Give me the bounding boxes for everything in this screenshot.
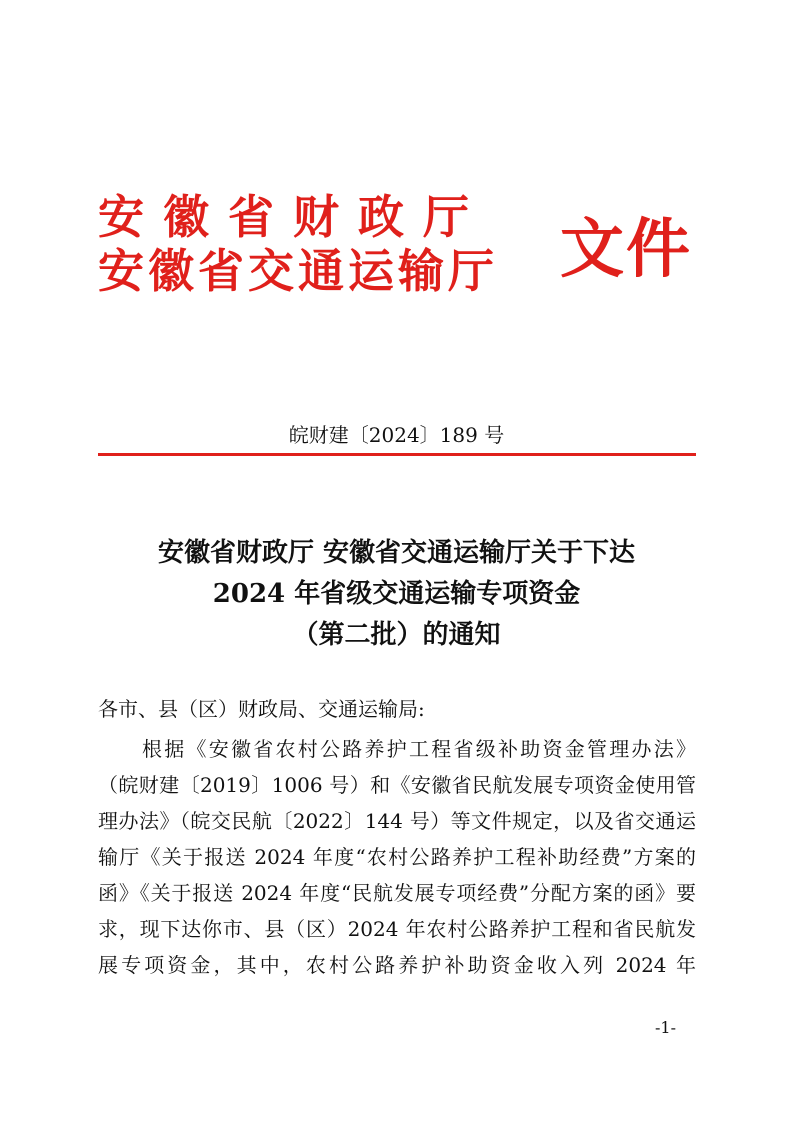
page-number: -1- (655, 1018, 676, 1037)
body-line: 展专项资金，其中，农村公路养护补助资金收入列 2024 年 (98, 953, 696, 977)
body-text (98, 731, 696, 983)
title-line: 安徽省财政厅 安徽省交通运输厅关于下达 (157, 538, 636, 568)
document-title (80, 533, 713, 656)
document-header (98, 182, 698, 312)
title-line: 2024 年省级交通运输专项资金 (212, 579, 581, 609)
document-number: 皖财建〔2024〕189 号 (288, 423, 505, 447)
salutation: 各市、县（区）财政局、交通运输局: (98, 697, 425, 721)
body-line: 输厅《关于报送 2024 年度“农村公路养护工程补助经费”方案的 (98, 845, 696, 869)
body-line: （皖财建〔2019〕1006 号）和《安徽省民航发展专项资金使用管 (98, 773, 696, 797)
issuer-name-finance: 安徽省财政厅 (98, 190, 488, 244)
body-line: 理办法》（皖交民航〔2022〕144 号）等文件规定，以及省交通运 (98, 809, 696, 833)
body-line: 求，现下达你市、县（区）2024 年农村公路养护工程和省民航发 (98, 917, 696, 941)
red-divider (98, 453, 696, 456)
title-line: （第二批）的通知 (292, 620, 501, 650)
body-line: 根据《安徽省农村公路养护工程省级补助资金管理办法》 (142, 737, 696, 761)
body-line: 函》《关于报送 2024 年度“民航发展专项经费”分配方案的函》要 (98, 881, 696, 905)
issuer-name-transport: 安徽省交通运输厅 (98, 244, 498, 298)
document-suffix: 文件 (560, 212, 692, 287)
